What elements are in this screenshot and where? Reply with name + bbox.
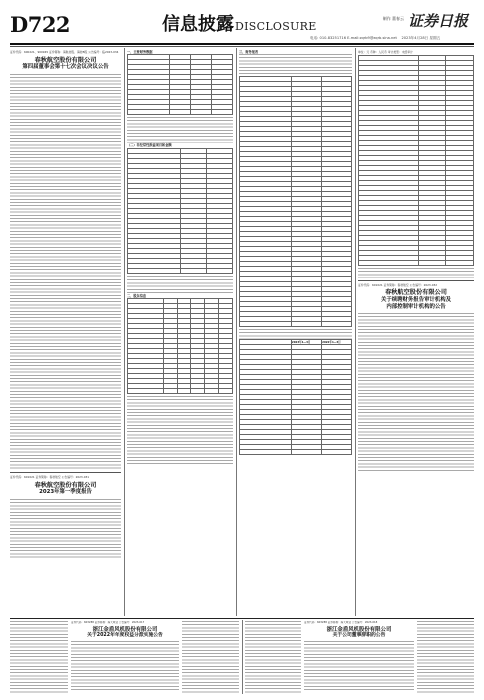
notice3-title-line2: 关于续聘财务报告审计机构及 xyxy=(380,296,452,303)
editor-line: 制作 董春云 xyxy=(382,16,404,21)
notice3-body xyxy=(358,313,474,473)
balance-sheet-table xyxy=(239,76,352,327)
notice2-title-line2: 2023年第一季度报告 xyxy=(39,489,92,496)
notice3-title-line3: 内部控制审计机构的公告 xyxy=(386,303,446,310)
notice2-head: 证券代码：601021 证券简称：春秋航空 公告编号：2023-031 xyxy=(10,474,90,479)
notice1-head: 证券代码：600221、900945 证券简称：海航控股、海控B股 公告编号：临2023-034 xyxy=(10,50,119,54)
column-2 xyxy=(127,50,233,615)
cash-flow-table xyxy=(358,55,474,266)
col4-text-1 xyxy=(358,268,474,278)
bottom-right-text-b xyxy=(304,641,414,691)
bottom-left-title-line2: 关于2022年年度权益分派实施公告 xyxy=(87,633,163,639)
section-title: 信息披露 xyxy=(162,14,234,35)
bottom-right-text-c xyxy=(417,621,474,693)
date-line: 2023年4月28日 星期五 xyxy=(401,36,441,40)
divider xyxy=(10,472,121,473)
col3-text-1 xyxy=(239,54,352,76)
bottom-right-text-a xyxy=(245,621,301,693)
page-number: D722 xyxy=(10,12,71,37)
col2-text-2 xyxy=(127,276,233,294)
period-current: 2023年1—3月 xyxy=(291,340,321,345)
header-rule-thin xyxy=(10,46,474,47)
notice1-title-line2: 第四届董事会第十七次会议决议公告 xyxy=(22,64,109,71)
bottom-divider xyxy=(242,620,243,694)
col2-text-1 xyxy=(127,117,233,143)
section-title-en: DISCLOSURE xyxy=(235,20,317,33)
bottom-left-text-a xyxy=(10,621,68,693)
bottom-right-title-line2: 关于公司董事辞职的公告 xyxy=(332,633,386,639)
contact-line: 电话: 010-83251716 E-mail:zqrb9@zqrb.sina.net xyxy=(310,36,397,40)
notice2-title-line1: 春秋航空股份有限公司 xyxy=(34,481,97,489)
column-divider xyxy=(236,48,237,616)
bottom-left-text-b xyxy=(71,641,179,691)
bottom-left-notice xyxy=(10,621,239,695)
table-b-caption: （二）非经常性损益项目和金额 xyxy=(127,143,172,148)
bottom-left-title-line1: 浙江金盾风机股份有限公司 xyxy=(92,626,158,633)
contact-date-line xyxy=(310,36,440,41)
column-divider xyxy=(355,48,356,616)
header-rule-thick xyxy=(10,43,474,45)
period-prior: 2022年1—3月 xyxy=(321,340,351,345)
table-unit-caption: 单位：元 币种：人民币 审计类型：未经审计 xyxy=(358,50,413,54)
notice1-body xyxy=(10,74,121,469)
table-c-caption: 二、股东信息 xyxy=(127,293,147,298)
notice1-title-line1: 春秋航空股份有限公司 xyxy=(34,56,97,64)
notice2-body xyxy=(10,499,121,559)
divider xyxy=(358,280,474,281)
col2-text-3 xyxy=(127,396,233,466)
column-4 xyxy=(358,50,474,615)
income-statement-table xyxy=(239,339,352,455)
column-1 xyxy=(10,50,121,615)
masthead-logo: 证券日报 xyxy=(407,12,468,30)
column-divider xyxy=(124,48,125,616)
financial-table-b xyxy=(127,148,233,274)
col3-text-2 xyxy=(239,329,352,339)
notice3-head: 证券代码：601021 证券简称：春秋航空 公告编号：2023-032 xyxy=(358,282,438,287)
table-a-caption: 一、主要财务数据 xyxy=(127,50,153,54)
bottom-right-title-line1: 浙江金盾风机股份有限公司 xyxy=(326,626,392,633)
page-header xyxy=(10,13,474,43)
bottom-right-head: 证券代码：603288 证券简称：海天味业 公告编号：2023-018 xyxy=(304,621,378,624)
bottom-left-text-c xyxy=(182,621,239,693)
bottom-left-head: 证券代码：603288 证券简称：海天味业 公告编号：2023-017 xyxy=(71,621,145,624)
table-caption: 三、财务报表 xyxy=(239,50,259,54)
bottom-band-rule xyxy=(10,618,474,619)
notice3-title-line1: 春秋航空股份有限公司 xyxy=(385,289,447,297)
financial-table-a xyxy=(127,54,233,115)
shareholder-table xyxy=(127,298,233,394)
column-3 xyxy=(239,50,352,615)
bottom-right-notice xyxy=(245,621,474,695)
